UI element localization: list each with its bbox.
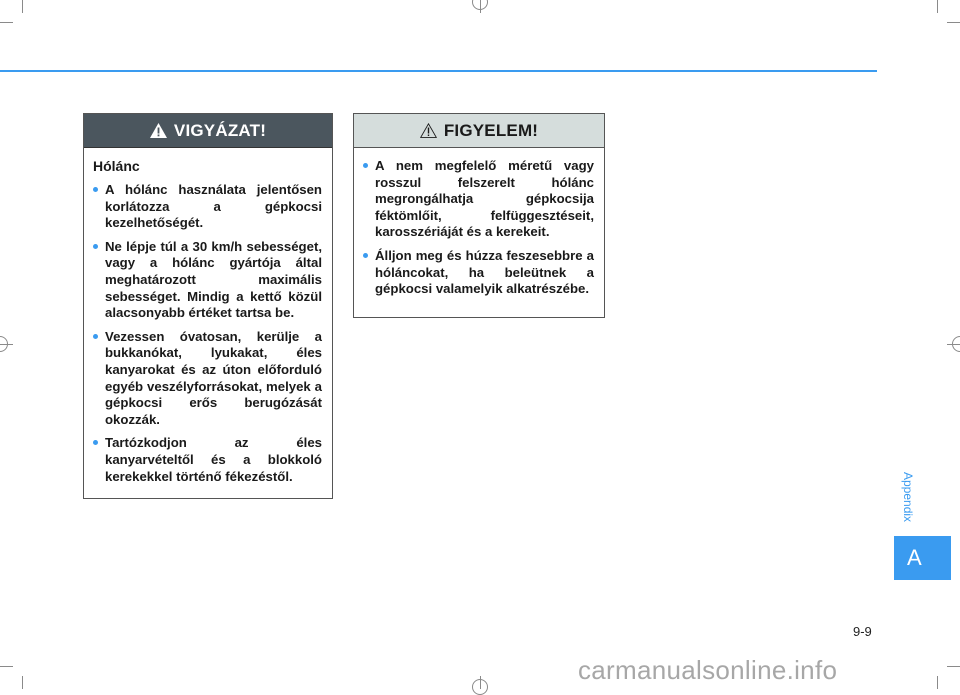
crop-mark [947,344,960,345]
list-item: Vezessen óvatosan, kerülje a bukkanókat, lyukakat, éles kanyarokat és az úton előforduló egyéb veszélyforrásokat, melyek a gépkocsi erős berugózását okozzák. [93,329,322,429]
warning-triangle-outline-icon [420,123,437,138]
section-label: Appendix [901,472,915,523]
watermark: carmanualsonline.info [578,655,838,685]
list-item: A hólánc használata jelentősen korlátozza a gépkocsi kezelhetőségét. [93,182,322,232]
list-item: Álljon meg és húzza feszesebbre a hóláncokat, ha beleütnek a gépkocsi valamelyik alkatrészébe. [363,248,594,298]
crop-mark [22,0,23,13]
list-item: Ne lépje túl a 30 km/h sebességet, vagy a hólánc gyártója által meghatározott maximális sebességet. Mindig a kettő közül alacsonyabb értéket tartsa be. [93,239,322,322]
caution-title: VIGYÁZAT! [173,120,267,140]
crop-mark [22,676,23,689]
caution-subtitle: Hólánc [93,158,140,174]
caution-box [83,113,333,499]
caution-list [93,182,322,485]
warning-header [354,114,604,148]
section-tab[interactable]: A [894,536,951,580]
crop-mark [480,676,481,689]
warning-list [363,158,594,298]
crop-mark [937,676,938,689]
warning-box [353,113,605,318]
crop-mark [947,666,960,667]
list-item: A nem megfelelő méretű vagy rosszul felszerelt hólánc megrongálhatja gépkocsija féktömlőit, felfüggesztéseit, karosszériáját és a kerekeit. [363,158,594,241]
crop-mark [0,344,13,345]
crop-mark [947,22,960,23]
crop-mark [0,22,13,23]
warning-title: FIGYELEM! [443,120,539,140]
caution-header [84,114,332,148]
crop-mark [0,666,13,667]
crop-mark [937,0,938,13]
header-rule [0,70,877,72]
crop-mark [480,0,481,13]
list-item: Tartózkodjon az éles kanyarvételtől és a blokkoló kerekekkel történő fékezéstől. [93,435,322,485]
page-number: 9-9 [853,624,872,639]
warning-triangle-filled-icon [150,123,167,138]
